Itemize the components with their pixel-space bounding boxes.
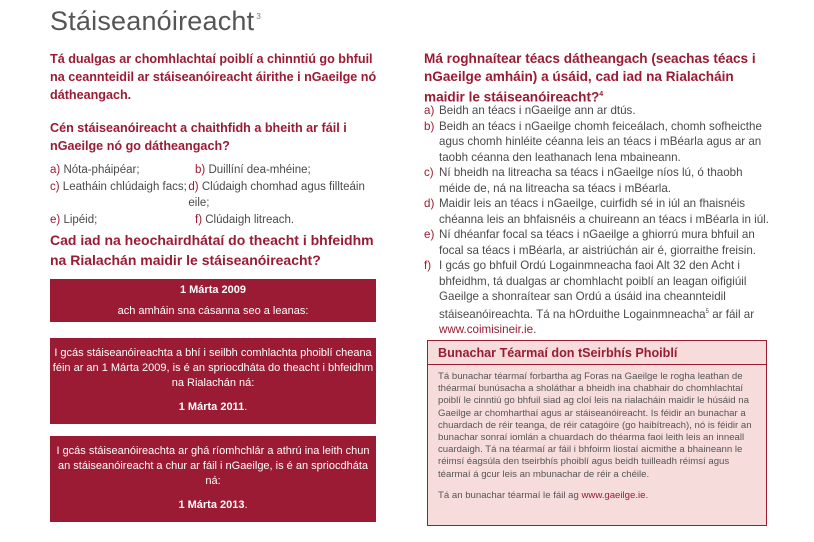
key-date: 1 Márta 2013 [178,499,245,511]
item-text: Maidir leis an téacs i nGaeilge, cuirfidh sé in iúl an fhaisnéis chéanna leis an bhfaisnéis a chuireann an téacs i mBéarla in iúl. [439,197,769,226]
option-letter: a) [50,164,61,176]
key-date-condition: I gcás stáiseanóireachta ar ghá ríomhchlár a athrú ina leith chun an stáiseanóireacht a chur ar fáil i nGaeilge, is é an spriocdháta ná: [56,445,370,487]
punctuation: . [244,401,248,413]
item-text: Ní bheidh na litreacha sa téacs i nGaeilge níos lú, ó thaobh méide de, ná na litreacha sa téacs i mBéarla. [439,166,743,195]
item-text: Beidh an téacs i nGaeilge ann ar dtús. [439,104,636,117]
punctuation: . [533,322,537,336]
key-date-condition: I gcás stáiseanóireachta a bhí i seilbh comhlachta phoiblí cheana féin ar an 1 Márta 2009, is é an spriocdháta do theacht i bhfeidhm na Rialachán ná: [52,347,374,389]
intro-statement: Tá dualgas ar chomhlachtaí poiblí a chinntiú go bhfuil na ceannteidil ar stáiseanóireacht áirithe i nGaeilge nó dátheangach. [50,52,377,102]
terminology-panel [427,340,767,526]
punctuation: . [244,499,248,511]
item-letter: b) [424,119,435,133]
option-letter: d) [188,180,199,193]
item-text: Ní dhéanfar focal sa téacs i nGaeilge a ghiorrú mura bhfuil an focal sa téacs i mBéarla, ar aistriúchán air é, giorraithe freisin. [439,228,757,257]
footnote-ref-5: 5 [705,308,709,315]
item-letter: d) [424,197,435,210]
option-letter: c) [50,180,60,193]
panel-heading: Bunachar Téarmaí don tSeirbhís Phoiblí [438,346,678,360]
gaeilge-link[interactable]: www.gaeilge.ie [581,489,646,501]
item-text: ar fáil ar [708,307,755,321]
key-date-box-1 [50,279,376,322]
stationery-options [50,162,380,228]
bilingual-question-text: Má roghnaítear téacs dátheangach (seachas téacs i nGaeilge amháin) a úsáid, cad iad na Rialacháin maidir le stáiseanóireacht? [424,51,756,105]
page-title-text: Stáiseanóireacht [50,6,255,36]
punctuation: . [645,489,649,501]
key-dates-question: Cad iad na heochairdhátaí do theacht i bhfeidhm na Rialachán maidir le stáiseanóireacht? [50,232,374,268]
option-letter: f) [195,213,203,226]
item-letter: f) [424,259,432,272]
list-item [424,119,769,166]
option-text: Lipéid; [63,213,98,226]
footnote-ref-3: 3 [256,12,261,21]
item-letter: e) [424,228,435,241]
option-text: Duillíní dea-mhéine; [208,164,311,176]
key-date-note: ach amháin sna cásanna seo a leanas: [117,305,309,317]
option-row [50,212,380,229]
option-text: Leatháin chlúdaigh facs; [62,180,187,193]
option-text: Clúdaigh chomhad agus fillteáin eile; [188,180,365,209]
option-text: Nóta-pháipéar; [63,164,140,176]
option-row [50,162,380,179]
option-letter: e) [50,213,61,226]
list-item [424,196,769,227]
panel-footer-text: Tá an bunachar téarmaí le fáil ag [438,489,582,501]
list-item [424,165,769,196]
option-letter: b) [195,164,206,176]
option-text: Clúdaigh litreach. [205,213,295,226]
key-date-box-2 [50,338,376,424]
footnote-ref-4: 4 [599,91,604,98]
regulations-list [424,103,769,337]
item-text: Beidh an téacs i nGaeilge chomh feiceálach, chomh sofheicthe agus chomh hinléite céanna leis an téacs i mBéarla agus ar an taobh céanna den leathanach lena mbaineann. [439,119,762,164]
list-item [424,258,769,337]
key-date: 1 Márta 2009 [179,284,247,296]
coimisineir-link[interactable]: www.coimisineir.ie [439,322,534,336]
option-row [50,179,380,212]
key-date-box-3 [50,436,376,522]
list-item [424,103,769,119]
list-item [424,227,769,258]
item-letter: a) [424,104,435,117]
stationery-question: Cén stáiseanóireacht a chaithfidh a bheith ar fáil i nGaeilge nó go dátheangach? [50,121,347,153]
panel-footer [438,490,756,501]
panel-body: Tá bunachar téarmaí forbartha ag Foras na Gaeilge le rogha leathan de théarmaí bunúsacha a sholáthar a bheidh ina chabhair do chomhlachtaí poiblí le cinntiú go bhfuil siad ag cloí leis na rialacháin maidir le húsáid na Gaeilge ar chomharthaí agus ar stáiseanóireacht. Is féidir an bunachar a chuardach de réir teanga, de réir catagóire (go haibítreach), nó is féidir an bunachar sonraí iomlán a chuardach do théarma faoi leith leis an inneall cuardaigh. Tá na téarmaí ar fáil i bhfoirm liostaí aicmithe a bhaineann le réimsí éagsúla den tseirbhís phoiblí agus beidh tuilleadh réimsí agus téarmaí á gcur leis an mbunachar de réir a chéile. [438,371,752,480]
item-letter: c) [424,166,434,179]
page-title [50,6,261,37]
key-date: 1 Márta 2011 [178,401,245,413]
panel-divider [428,364,766,365]
item-text: I gcás go bhfuil Ordú Logainmneacha faoi Alt 32 den Acht i bhfeidhm, tá dualgas ar chomhlacht poiblí an leagan oifigiúil Gaeilge a shonraítear san Ordú a úsáid ina cheannteidil stáiseanóireachta. Tá na hOrduithe Logainmneacha [439,259,747,321]
bilingual-question [424,50,764,107]
